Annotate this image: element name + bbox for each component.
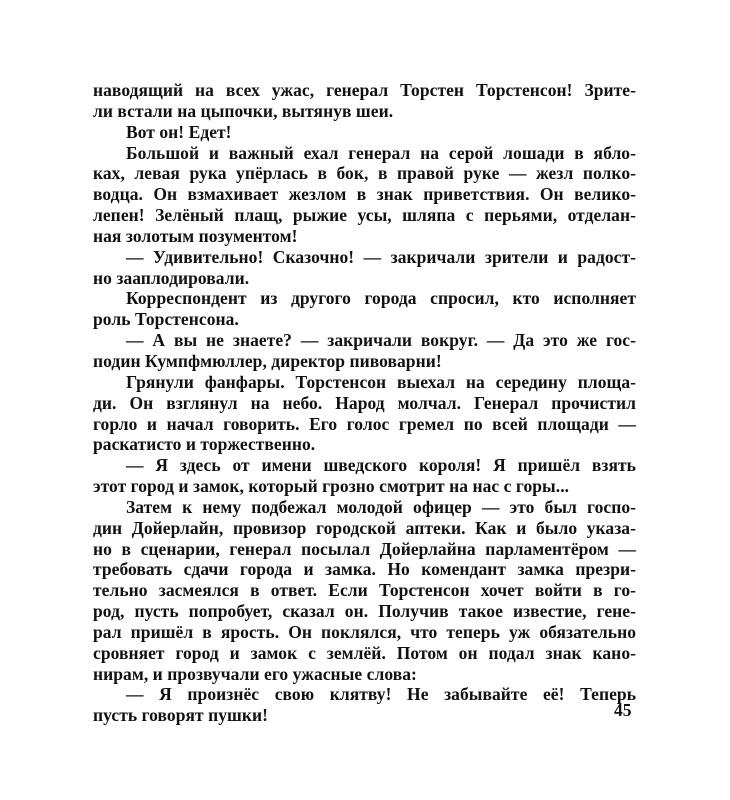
text-line: дин Дойерлайн, провизор городской аптеки. Как и было указа-	[93, 517, 636, 538]
text-line: ди. Он взглянул на небо. Народ молчал. Генерал прочистил	[93, 392, 636, 413]
text-line: — А вы не знаете? — закричали вокруг. — Да это же гос-	[126, 330, 636, 351]
text-line: Затем к нему подбежал молодой офицер — это был госпо-	[126, 496, 636, 517]
text-line: Большой и важный ехал генерал на серой лошади в ябло-	[126, 142, 636, 163]
text-line: Вот он! Едет!	[126, 121, 232, 142]
text-line: Грянули фанфары. Торстенсон выехал на середину площа-	[126, 371, 636, 392]
text-line: водца. Он взмахивает жезлом в знак приветствия. Он велико-	[93, 184, 636, 205]
body-text	[93, 80, 636, 726]
text-line: род, пусть попробует, сказал он. Получив такое известие, гене-	[93, 601, 636, 622]
text-line: горло и начал говорить. Его голос гремел по всей площади —	[93, 413, 636, 434]
text-line: — Удивительно! Сказочно! — закричали зрители и радост-	[126, 246, 636, 267]
text-line: пусть говорят пушки!	[93, 705, 268, 726]
text-line: подин Кумпфмюллер, директор пивоварни!	[93, 350, 442, 371]
text-line: ная золотым позументом!	[93, 225, 298, 246]
text-line: роль Торстенсона.	[93, 309, 239, 330]
text-line: рал пришёл в ярость. Он поклялся, что теперь уж обязательно	[93, 621, 636, 642]
text-line: тельно засмеялся в ответ. Если Торстенсон хочет войти в го-	[93, 580, 636, 601]
text-line: — Я здесь от имени шведского короля! Я пришёл взять	[126, 455, 636, 476]
text-line: Корреспондент из другого города спросил, кто исполняет	[126, 288, 636, 309]
text-line: ли встали на цыпочки, вытянув шеи.	[93, 100, 394, 121]
text-line: ках, левая рука упёрлась в бок, в правой руке — жезл полко-	[93, 163, 636, 184]
text-line: сровняет город и замок с землёй. Потом он подал знак кано-	[93, 642, 636, 663]
text-line: — Я произнёс свою клятву! Не забывайте её! Теперь	[126, 684, 636, 705]
page-number: 45	[614, 700, 632, 720]
text-line: раскатисто и торжественно.	[93, 434, 316, 455]
text-line: требовать сдачи города и замка. Но комендант замка презри-	[93, 559, 636, 580]
text-line: лепен! Зелёный плащ, рыжие усы, шляпа с перьями, отделан-	[93, 205, 636, 226]
text-line: но в сценарии, генерал посылал Дойерлайна парламентёром —	[93, 538, 636, 559]
text-line: этот город и замок, который грозно смотрит на нас с горы...	[93, 476, 570, 497]
text-line: наводящий на всех ужас, генерал Торстен Торстенсон! Зрите-	[93, 80, 636, 100]
text-line: нирам, и прозвучали его ужасные слова:	[93, 663, 417, 684]
text-line: но зааплодировали.	[93, 267, 250, 288]
